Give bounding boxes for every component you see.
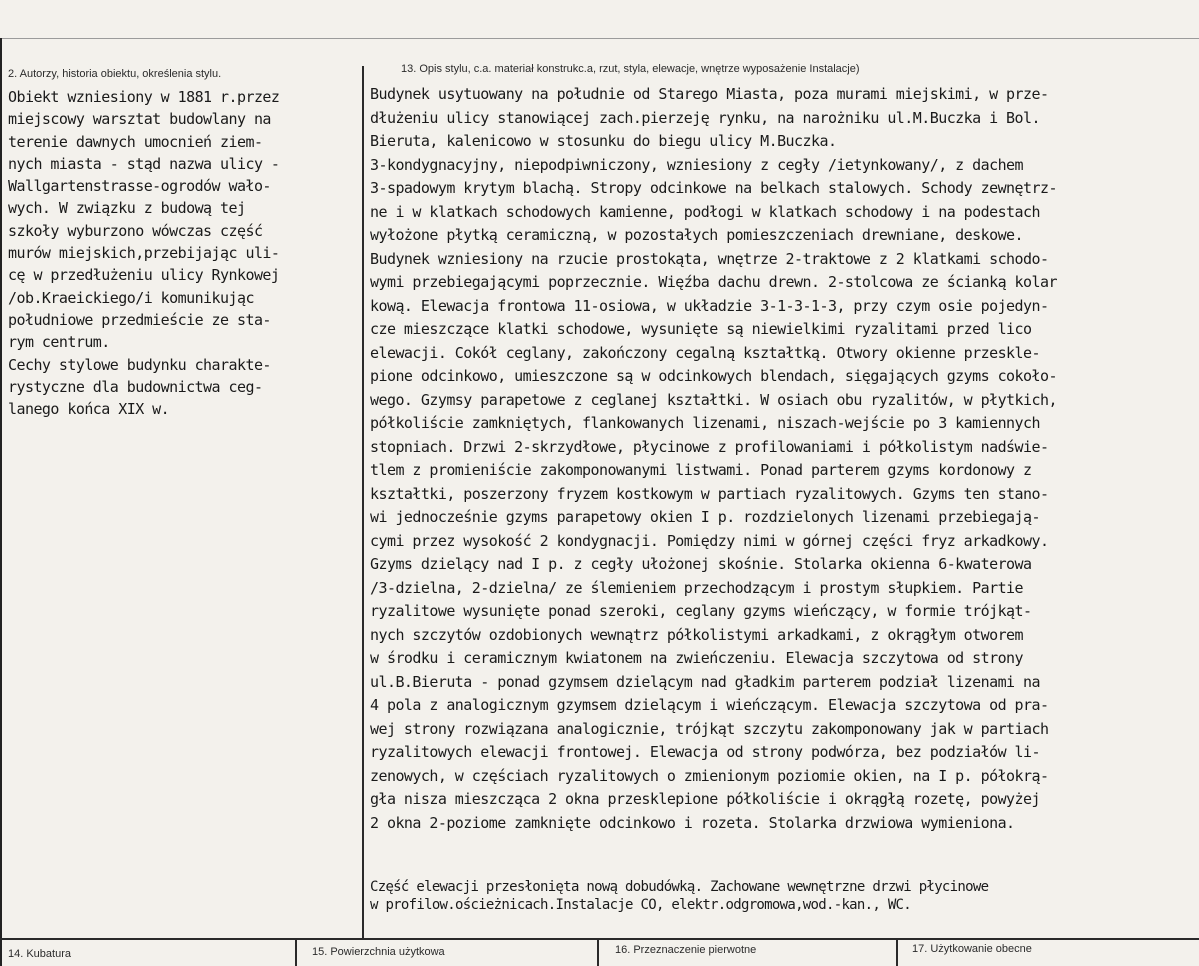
text-line: wi jednocześnie gzyms parapetowy okien I p. rozdzielonych lizenami przebiegają- [370, 508, 1040, 526]
text-line: 4 pola z analogicznym gzymsem dzielącym i wieńczącym. Elewacja szczytowa od pra- [370, 696, 1049, 714]
text-line: półkoliście zamkniętych, flankowanych lizenami, niszach-wejście po 3 kamiennych [370, 414, 1040, 432]
field-15-label: 15. Powierzchnia użytkowa [312, 946, 445, 958]
section-2-text [8, 86, 360, 420]
column-divider [362, 66, 364, 938]
text-line: kową. Elewacja frontowa 11-osiowa, w układzie 3-1-3-1-3, przy czym osie pojedyn- [370, 296, 1049, 315]
text-line: 3-spadowym krytym blachą. Stropy odcinkowe na belkach stalowych. Schody zewnętrz- [370, 179, 1057, 197]
text-line: Bieruta, kalenicowo w stosunku do biegu ulicy M.Buczka. [370, 132, 837, 150]
section-2-label: 2. Autorzy, historia obiektu, określenia stylu. [8, 68, 222, 80]
left-rule [0, 38, 2, 966]
text-line: /ob.Kraeickiego/i komunikując [8, 288, 254, 307]
text-line: 3-kondygnacyjny, niepodpiwniczony, wzniesiony z cegły /ietynkowany/, z dachem [370, 155, 1024, 174]
field-14-label: 14. Kubatura [8, 948, 71, 960]
text-line: wych. W związku z budową tej [8, 199, 246, 218]
text-line: elewacji. Cokół ceglany, zakończony cegalną kształtką. Otwory okienne przeskle- [370, 343, 1040, 362]
section-13-text [370, 83, 1198, 835]
text-line: kształtki, poszerzony fryzem kostkowym w partiach ryzalitowych. Gzyms ten stano- [370, 484, 1049, 503]
text-line: w profilow.ościeżnicach.Instalacje CO, elektr.odgromowa,wod.-kan., WC. [370, 896, 912, 913]
text-line: lanego końca XIX w. [8, 400, 170, 419]
text-line: nych szczytów ozdobionych wewnątrz półkolistymi arkadkami, z okrągłym otworem [370, 625, 1024, 644]
text-line: terenie dawnych umocnień ziem- [8, 132, 263, 151]
text-line: Część elewacji przesłonięta nową dobudówką. Zachowane wewnętrzne drzwi płycinowe [370, 879, 989, 895]
text-line: rystyczne dla budownictwa ceg- [8, 377, 263, 396]
text-line: wyłożone płytką ceramiczną, w pozostałych pomieszczeniach drewniane, deskowe. [370, 226, 1024, 244]
text-line: Gzyms dzielący nad I p. z cegły ułożonej skośnie. Stolarka okienna 6-kwaterowa [370, 555, 1032, 573]
text-line: dłużeniu ulicy stanowiącej zach.pierzeję rynku, na narożniku ul.M.Buczka i Bol. [370, 108, 1040, 127]
text-line: tlem z promieniście zakomponowanymi listwami. Ponad parterem gzyms kordonowy z [370, 461, 1032, 479]
footer-separator [896, 940, 898, 966]
text-line: gła nisza mieszcząca 2 okna przesklepione półkoliście i okrągłą rozetę, powyżej [370, 790, 1040, 808]
text-line: rym centrum. [8, 333, 110, 352]
footer-rule [0, 938, 1199, 940]
text-line: wego. Gzymsy parapetowe z ceglanej kształtki. W osiach obu ryzalitów, w płytkich, [370, 390, 1057, 409]
text-line: Budynek usytuowany na południe od Starego Miasta, poza murami miejskimi, w prze- [370, 85, 1049, 103]
text-line: cymi przez wysokość 2 kondygnacji. Pomiędzy nimi w górnej części fryz arkadkowy. [370, 531, 1049, 550]
footer-separator [597, 940, 599, 966]
text-line: ryzalitowych elewacji frontowej. Elewacja od strony podwórza, bez podziałów li- [370, 743, 1040, 761]
footer-separator [295, 940, 297, 966]
text-line: Wallgartenstrasse-ogrodów wało- [8, 177, 271, 196]
text-line: Obiekt wzniesiony w 1881 r.przez [8, 88, 280, 106]
text-line: miejscowy warsztat budowlany na [8, 110, 271, 129]
text-line: zenowych, w częściach ryzalitowych o zmienionym poziomie okien, na I p. półokrą- [370, 766, 1049, 785]
text-line: Budynek wzniesiony na rzucie prostokąta, wnętrze 2-traktowe z 2 klatkami schodo- [370, 249, 1049, 268]
text-line: Cechy stylowe budynku charakte- [8, 355, 271, 374]
field-17-label: 17. Użytkowanie obecne [912, 943, 1032, 955]
text-line: wymi przebiegającymi poprzecznie. Więźba dachu drewn. 2-stolcowa ze ścianką kolar [370, 273, 1057, 291]
text-line: cze mieszczące klatki schodowe, wysunięte są niewielkimi ryzalitami przed lico [370, 320, 1032, 338]
top-rule [0, 38, 1199, 39]
text-line: ne i w klatkach schodowych kamienne, podłogi w klatkach schodowy i na podestach [370, 202, 1040, 221]
text-line: murów miejskich,przebijając uli- [8, 244, 280, 263]
field-16-label: 16. Przeznaczenie pierwotne [615, 944, 757, 956]
section-13-typed-addendum [370, 879, 1198, 914]
text-line: 2 okna 2-poziome zamknięte odcinkowo i rozeta. Stolarka drzwiowa wymieniona. [370, 813, 1015, 832]
text-line: ul.B.Bieruta - ponad gzymsem dzielącym nad gładkim parterem podział lizenami na [370, 672, 1040, 691]
text-line: pione odcinkowo, umieszczone są w odcinkowych blendach, sięgających gzyms cokoło- [370, 367, 1057, 385]
text-line: stopniach. Drzwi 2-skrzydłowe, płycinowe z profilowaniami i półkolistym nadświe- [370, 437, 1049, 456]
text-line: cę w przedłużeniu ulicy Rynkowej [8, 266, 280, 285]
text-line: w środku i ceramicznym kwiatonem na zwieńczeniu. Elewacja szczytowa od strony [370, 649, 1024, 667]
text-line: ryzalitowe wysunięte ponad szeroki, ceglany gzyms wieńczący, w formie trójkąt- [370, 602, 1032, 620]
text-line: południowe przedmieście ze sta- [8, 310, 271, 329]
section-13-label: 13. Opis stylu, c.a. materiał konstrukc.a, rzut, styla, elewacje, wnętrze wyposażenie Instalacje) [401, 63, 860, 75]
text-line: wej strony rozwiązana analogicznie, trójkąt szczytu zakomponowany jak w partiach [370, 719, 1049, 738]
text-line: nych miasta - stąd nazwa ulicy - [8, 154, 280, 173]
text-line: /3-dzielna, 2-dzielna/ ze ślemieniem przechodzącym i prostym słupkiem. Partie [370, 578, 1024, 597]
text-line: szkoły wyburzono wówczas część [8, 221, 263, 240]
